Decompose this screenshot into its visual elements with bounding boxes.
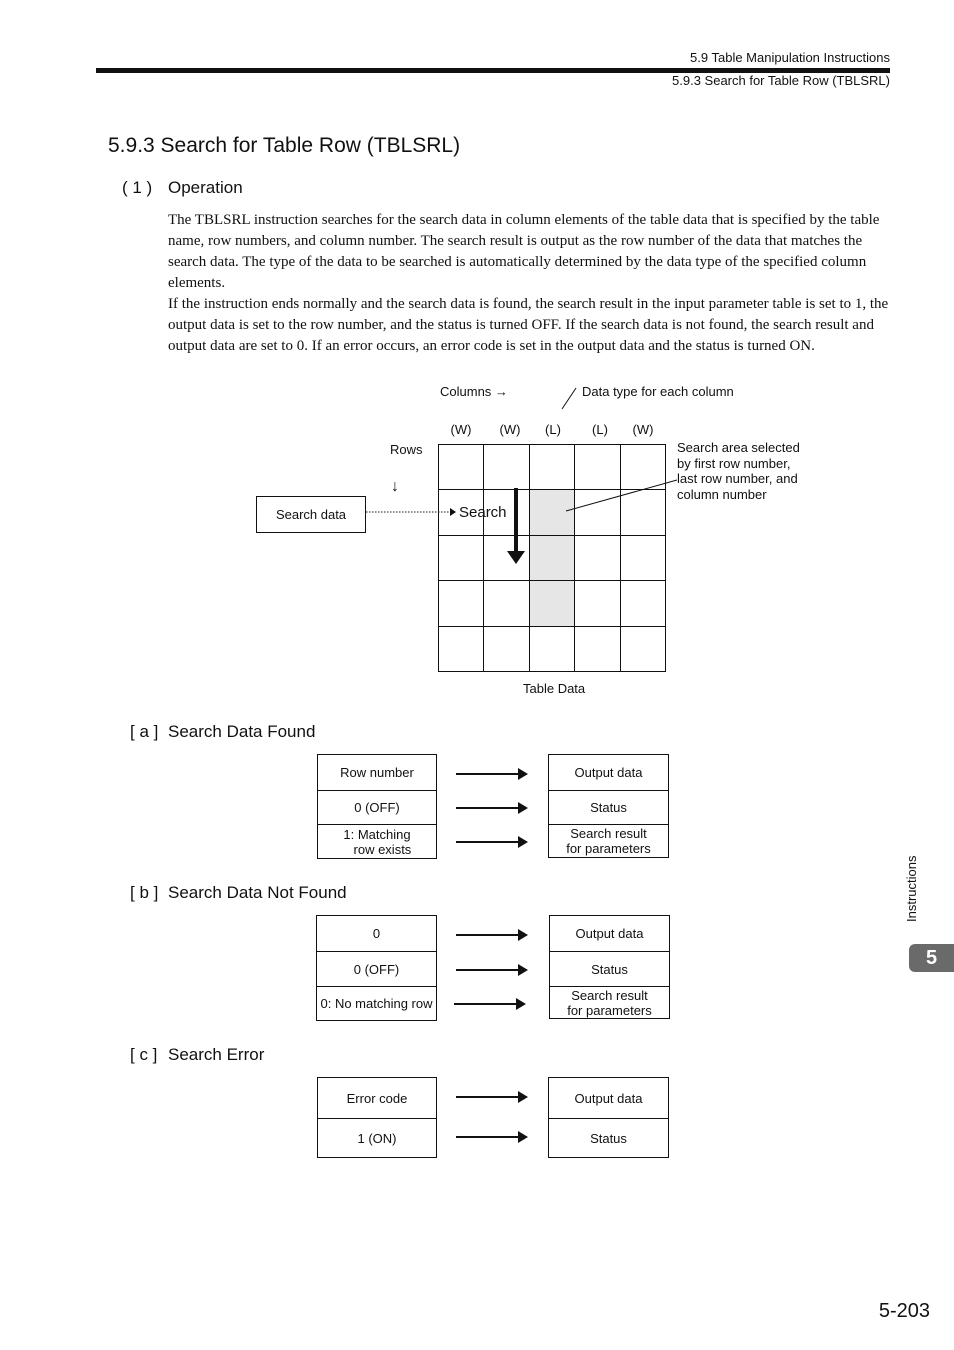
section-b-arrow-2	[456, 969, 526, 971]
section-a-source-1: Row number	[340, 765, 414, 780]
table-cell	[484, 627, 529, 672]
search-area-label: Search area selected by first row number, last row number, and column number	[677, 440, 800, 502]
section-b-target-2: Status	[550, 951, 669, 986]
table-cell	[575, 581, 620, 626]
section-a-number: [ a ]	[130, 722, 159, 741]
page-title: 5.9.3 Search for Table Row (TBLSRL)	[108, 134, 461, 157]
header-subsection: 5.9.3 Search for Table Row (TBLSRL)	[672, 73, 890, 88]
section-c-source-table	[317, 1077, 437, 1158]
section-b-source-3: 0: No matching row	[317, 986, 436, 1020]
section-a-arrow-1	[456, 773, 526, 775]
section-c-target-1: Output data	[574, 1090, 643, 1106]
search-data-pointer	[366, 505, 460, 519]
operation-paragraph-1: The TBLSRL instruction searches for the search data in column elements of the table data that is specified by the table name, row numbers, and column number. The search result is output as the row number of the data that matches the search data. The type of the data to be searched is automatically determined by the data type of the specified column elements.	[168, 212, 880, 291]
table-cell	[484, 445, 529, 490]
operation-heading-text: Operation	[168, 178, 243, 197]
table-cell	[439, 536, 484, 581]
table-cell	[621, 627, 666, 672]
search-data-box	[256, 496, 366, 533]
search-label: Search	[459, 504, 507, 521]
table-cell	[530, 581, 575, 626]
columns-label: Columns →	[440, 384, 508, 399]
operation-number: ( 1 )	[122, 178, 153, 197]
section-a-source-table	[317, 754, 437, 859]
section-a-target-1: Output data	[574, 765, 643, 780]
section-a-arrow-2	[456, 807, 526, 809]
search-direction-arrow	[504, 488, 528, 566]
table-cell	[621, 536, 666, 581]
section-c-source-2: 1 (ON)	[318, 1118, 436, 1157]
table-cell	[530, 627, 575, 672]
rows-arrow: ↓	[391, 478, 399, 495]
search-area-leader-line	[563, 478, 681, 514]
chapter-tab[interactable]	[909, 944, 954, 972]
section-c-arrow-2	[456, 1136, 526, 1138]
section-c-target-table	[548, 1077, 669, 1158]
section-a-heading	[130, 722, 315, 742]
section-b-heading	[130, 883, 347, 903]
section-b-heading-text: Search Data Not Found	[168, 883, 347, 902]
section-b-target-1: Output data	[575, 926, 644, 941]
section-b-number: [ b ]	[130, 883, 159, 902]
rows-label: Rows	[390, 442, 423, 457]
table-cell	[439, 581, 484, 626]
page-number: 5-203	[878, 1300, 930, 1322]
section-c-heading-text: Search Error	[168, 1045, 265, 1064]
table-data-label: Table Data	[523, 681, 586, 696]
section-c-target-2: Status	[549, 1118, 668, 1157]
column-type-1: (W)	[450, 422, 472, 437]
section-b-source-table	[316, 915, 437, 1021]
header-section: 5.9 Table Manipulation Instructions	[690, 50, 890, 65]
operation-heading	[122, 178, 243, 198]
section-a-target-2: Status	[549, 790, 668, 824]
operation-paragraph-2: If the instruction ends normally and the search data is found, the search result in the input parameter table is set to 1, the output data is set to the row number, and the status is turned OFF. If the search data is not found, the search result and output data are set to 0. If an error occurs, an error code is set in the output data and the status is turned ON.	[168, 296, 889, 354]
section-b-target-table	[549, 915, 670, 1019]
section-a-arrow-3	[456, 841, 526, 843]
section-a-target-table	[548, 754, 669, 858]
section-c-source-1: Error code	[346, 1090, 408, 1106]
table-cell	[439, 445, 484, 490]
side-tab-label: Instructions	[904, 855, 919, 922]
section-b-arrow-1	[456, 934, 526, 936]
section-c-arrow-1	[456, 1096, 526, 1098]
data-type-leader-line	[558, 386, 580, 412]
section-b-target-3: Search result for parameters	[550, 986, 669, 1018]
column-type-5: (W)	[632, 422, 654, 437]
section-a-source-2: 0 (OFF)	[318, 790, 436, 824]
search-data-label: Search data	[275, 507, 347, 522]
section-a-target-3: Search result for parameters	[549, 824, 668, 857]
operation-body	[168, 210, 890, 357]
column-type-4: (L)	[592, 422, 608, 437]
section-b-source-2: 0 (OFF)	[317, 951, 436, 986]
section-a-source-3: 1: Matching row exists	[318, 824, 436, 858]
table-cell	[575, 536, 620, 581]
column-type-3: (L)	[545, 422, 561, 437]
section-c-heading	[130, 1045, 264, 1065]
table-cell	[484, 581, 529, 626]
chapter-tab-number: 5	[925, 946, 938, 969]
table-cell	[621, 581, 666, 626]
section-c-number: [ c ]	[130, 1045, 158, 1064]
table-cell	[530, 536, 575, 581]
section-b-source-1: 0	[372, 926, 381, 941]
column-type-2: (W)	[499, 422, 521, 437]
table-cell	[575, 627, 620, 672]
section-a-heading-text: Search Data Found	[168, 722, 316, 741]
data-type-label: Data type for each column	[582, 384, 734, 399]
table-cell	[439, 627, 484, 672]
section-b-arrow-3	[454, 1003, 524, 1005]
